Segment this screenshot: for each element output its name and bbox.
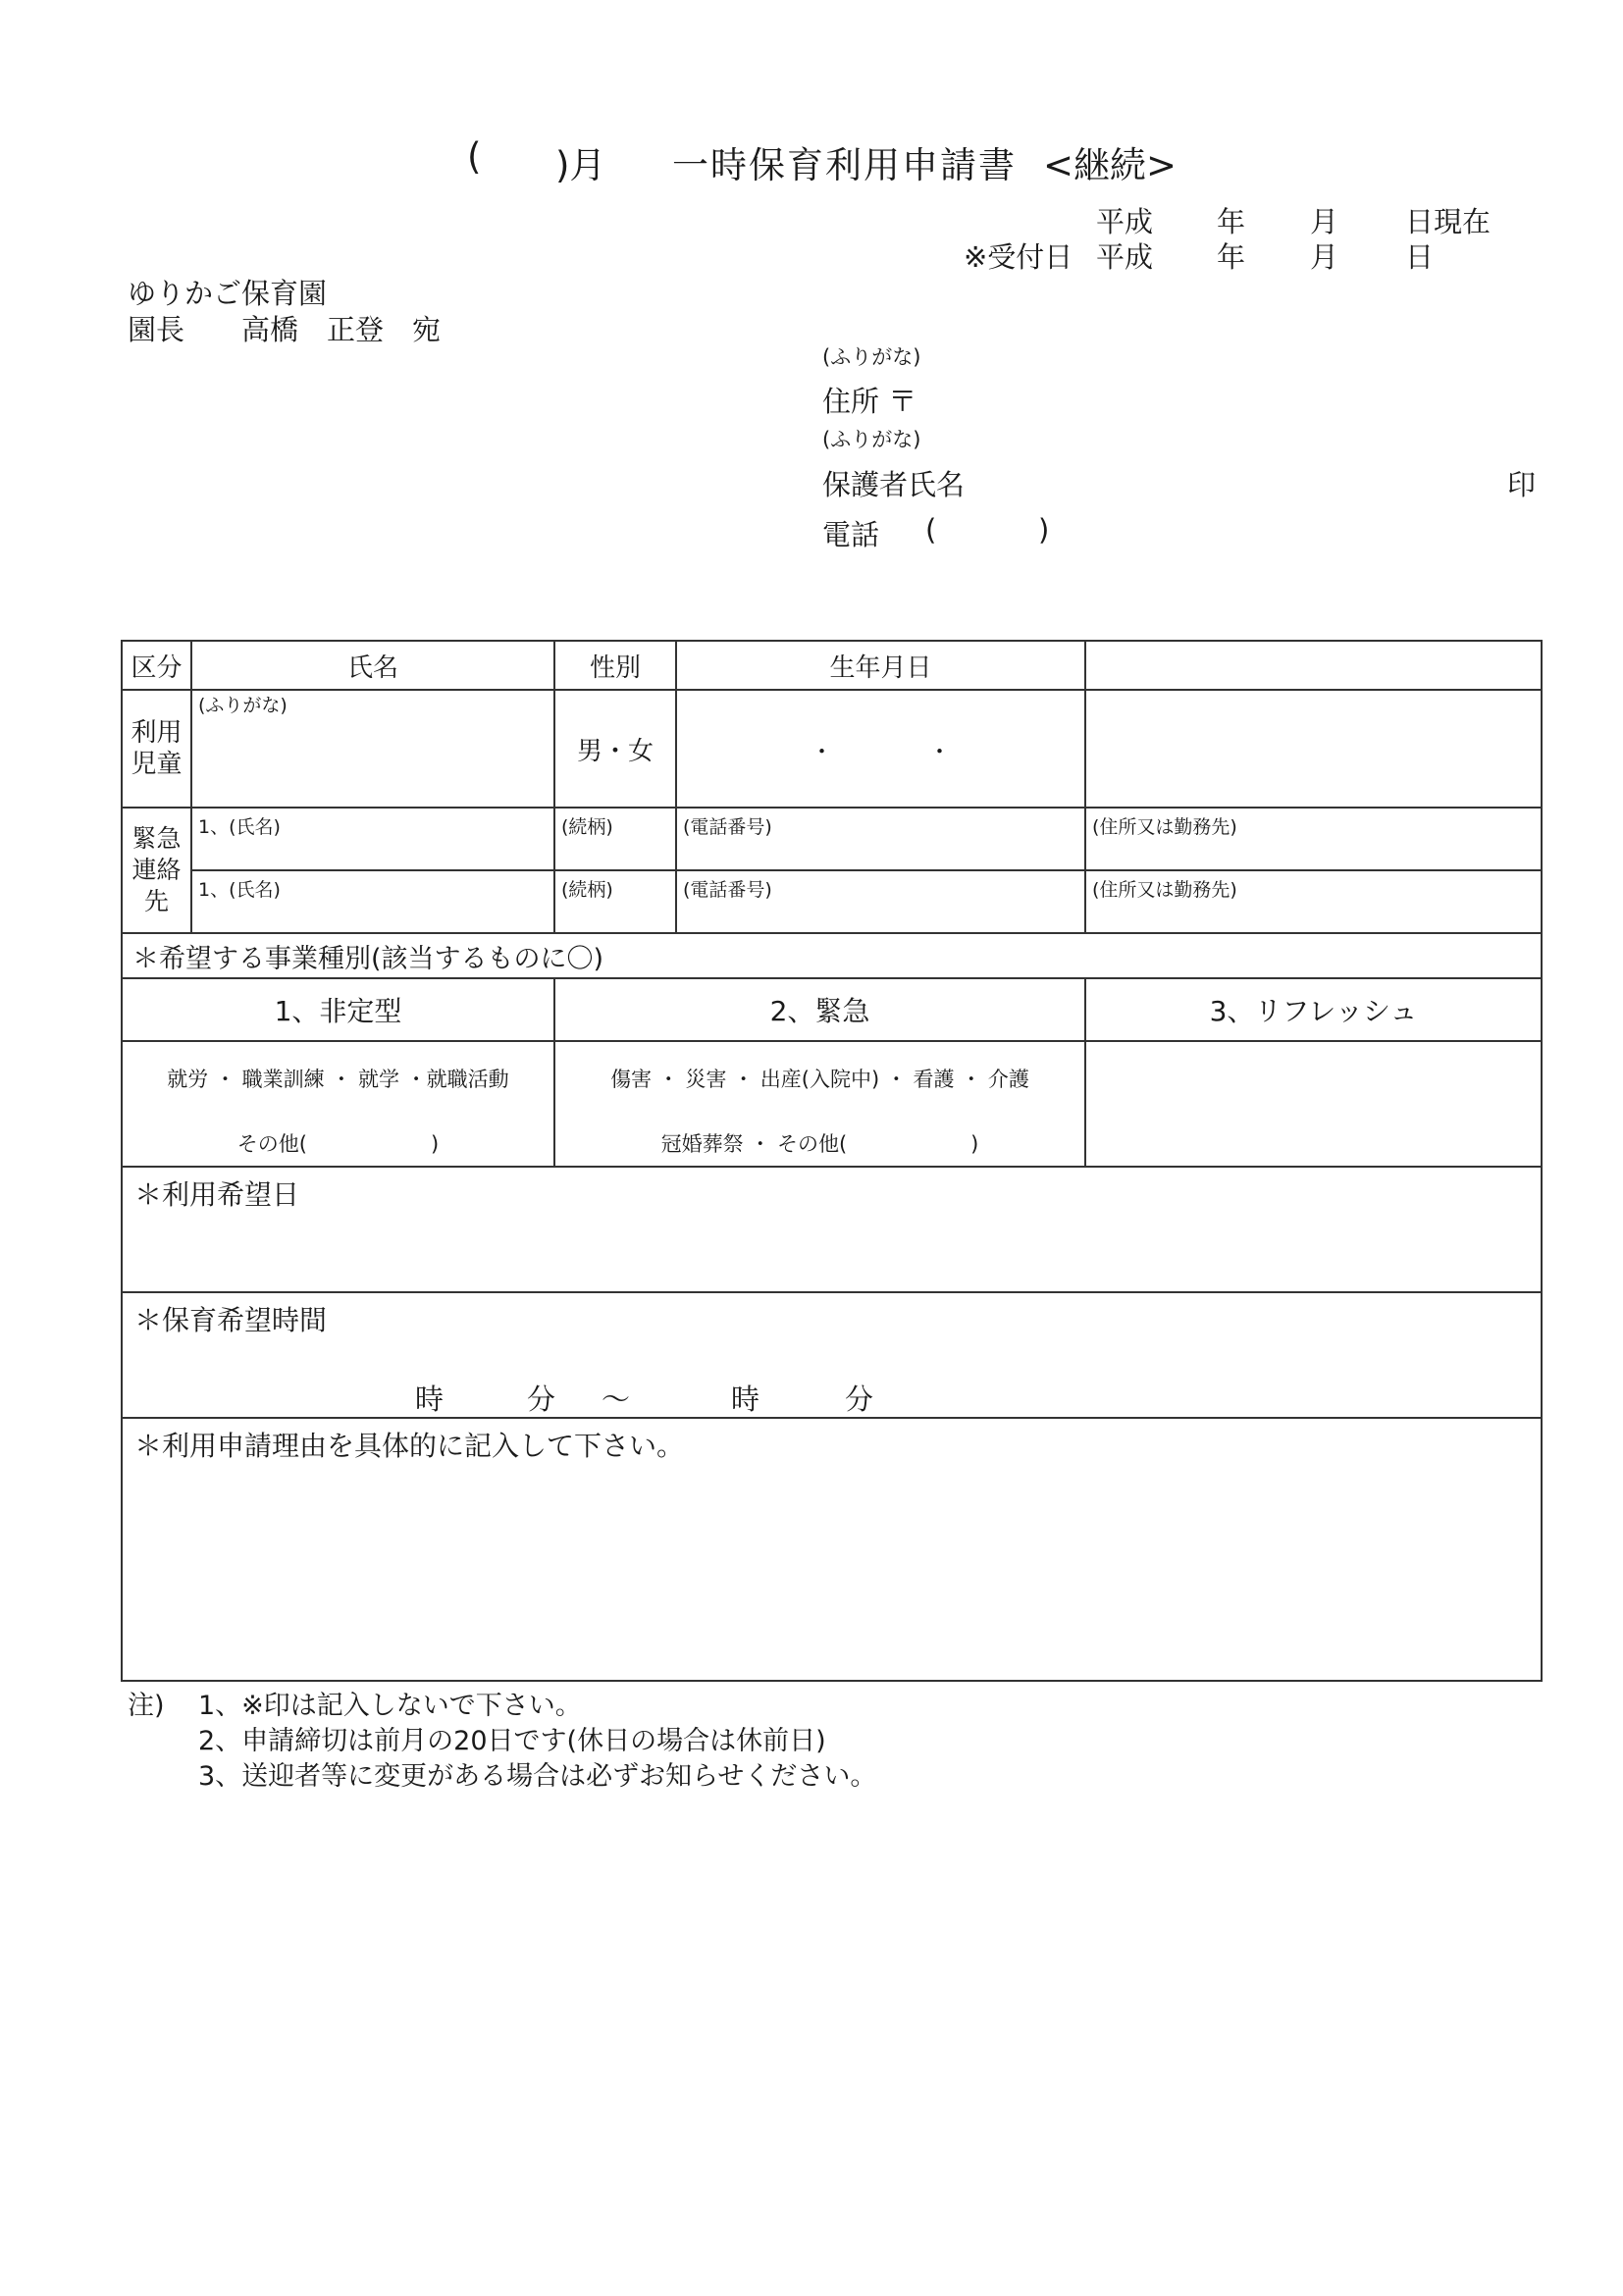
receipt-day: 日 bbox=[1405, 240, 1435, 274]
end-hour-unit: 時 bbox=[731, 1383, 760, 1416]
irregular-options-cell[interactable] bbox=[122, 1041, 554, 1167]
address-label: 住所 〒 bbox=[822, 385, 917, 418]
irregular-options-line2: その他( ) bbox=[236, 1132, 440, 1156]
guardian-name-label: 保護者氏名 bbox=[822, 468, 966, 501]
emergency-options-line2: 冠婚葬祭 ・ その他( ) bbox=[660, 1132, 979, 1156]
emergency-1-address-label: (住所又は勤務先) bbox=[1092, 816, 1237, 838]
gender-options: 男・女 bbox=[576, 736, 654, 766]
nursery-name: ゆりかご保育園 bbox=[128, 277, 328, 310]
reason-title: ＊利用申請理由を具体的に記入して下さい。 bbox=[134, 1430, 685, 1462]
start-hour-unit: 時 bbox=[415, 1383, 445, 1416]
service-type-irregular[interactable]: 1、非定型 bbox=[122, 978, 554, 1041]
service-type-title: ＊希望する事業種別(該当するものに〇) bbox=[132, 943, 604, 974]
receipt-year: 年 bbox=[1217, 240, 1246, 274]
page-title: 一時保育利用申請書 bbox=[672, 144, 1017, 186]
emergency-options-line1: 傷害 ・ 災害 ・ 出産(入院中) ・ 看護 ・ 介護 bbox=[610, 1068, 1029, 1091]
emergency-1-relation-label: (続柄) bbox=[561, 816, 613, 838]
emergency-2-address-cell[interactable] bbox=[1085, 870, 1542, 933]
child-gender-cell[interactable] bbox=[554, 690, 676, 808]
start-minute-unit: 分 bbox=[527, 1383, 556, 1416]
emergency-2-name-cell[interactable] bbox=[191, 870, 554, 933]
emergency-2-relation-cell[interactable] bbox=[554, 870, 676, 933]
header-birthdate: 生年月日 bbox=[676, 641, 1085, 690]
emergency-1-name-label: 1、(氏名) bbox=[198, 816, 281, 838]
emergency-2-phone-cell[interactable] bbox=[676, 870, 1085, 933]
hours-title: ＊保育希望時間 bbox=[134, 1304, 328, 1336]
note-3: 3、送迎者等に変更がある場合は必ずお知らせください。 bbox=[198, 1761, 877, 1792]
seal-mark: 印 bbox=[1507, 468, 1537, 501]
emergency-2-relation-label: (続柄) bbox=[561, 879, 613, 901]
emergency-2-name-label: 1、(氏名) bbox=[198, 879, 281, 901]
title-paren-open: ( bbox=[467, 135, 482, 178]
birthdate-dots: ・ ・ bbox=[810, 737, 952, 765]
child-extra-cell[interactable] bbox=[1085, 690, 1542, 808]
notes-prefix: 注) bbox=[128, 1691, 165, 1721]
end-minute-unit: 分 bbox=[845, 1383, 874, 1416]
principal-name: 園長 高橋 正登 宛 bbox=[128, 313, 442, 346]
phone-paren-close: ) bbox=[1038, 513, 1050, 547]
range-tilde: ～ bbox=[602, 1383, 631, 1416]
emergency-1-name-cell[interactable] bbox=[191, 808, 554, 870]
date-month: 月 bbox=[1310, 205, 1339, 238]
use-date-title: ＊利用希望日 bbox=[134, 1178, 300, 1211]
refresh-options-cell[interactable] bbox=[1085, 1041, 1542, 1167]
title-month: )月 bbox=[555, 144, 606, 186]
child-birthdate-cell[interactable] bbox=[676, 690, 1085, 808]
header-blank bbox=[1085, 641, 1542, 690]
child-furigana-label: (ふりがな) bbox=[198, 695, 288, 716]
emergency-2-address-label: (住所又は勤務先) bbox=[1092, 879, 1237, 901]
date-year: 年 bbox=[1217, 205, 1246, 238]
service-type-title-cell bbox=[122, 933, 1542, 978]
emergency-contact-label: 緊急 連絡 先 bbox=[122, 808, 191, 933]
receipt-era: 平成 bbox=[1096, 240, 1154, 274]
emergency-1-phone-label: (電話番号) bbox=[683, 816, 772, 838]
header-gender: 性別 bbox=[554, 641, 676, 690]
phone-label: 電話 bbox=[822, 518, 880, 551]
irregular-options-line1: 就労 ・ 職業訓練 ・ 就学 ・就職活動 bbox=[167, 1068, 509, 1091]
emergency-options-cell[interactable] bbox=[554, 1041, 1085, 1167]
child-name-cell[interactable] bbox=[191, 690, 554, 808]
date-era: 平成 bbox=[1096, 205, 1154, 238]
phone-paren-open: ( bbox=[925, 513, 937, 547]
title-suffix: <継続> bbox=[1043, 144, 1178, 186]
child-label: 利用 児童 bbox=[122, 690, 191, 808]
emergency-1-address-cell[interactable] bbox=[1085, 808, 1542, 870]
receipt-month: 月 bbox=[1310, 240, 1339, 274]
header-category: 区分 bbox=[122, 641, 191, 690]
emergency-2-phone-label: (電話番号) bbox=[683, 879, 772, 901]
note-1: 1、※印は記入しないで下さい。 bbox=[198, 1691, 582, 1721]
guardian-furigana: (ふりがな) bbox=[822, 428, 921, 451]
service-type-emergency[interactable]: 2、緊急 bbox=[554, 978, 1085, 1041]
reason-cell[interactable] bbox=[122, 1418, 1542, 1681]
header-name: 氏名 bbox=[191, 641, 554, 690]
receipt-label: ※受付日 bbox=[964, 240, 1073, 274]
emergency-1-phone-cell[interactable] bbox=[676, 808, 1085, 870]
date-day-current: 日現在 bbox=[1405, 205, 1492, 238]
emergency-1-relation-cell[interactable] bbox=[554, 808, 676, 870]
service-type-refresh[interactable]: 3、リフレッシュ bbox=[1085, 978, 1542, 1041]
note-2: 2、申請締切は前月の20日です(休日の場合は休前日) bbox=[198, 1726, 826, 1756]
use-date-cell[interactable] bbox=[122, 1167, 1542, 1292]
address-furigana: (ふりがな) bbox=[822, 345, 921, 369]
hours-cell[interactable] bbox=[122, 1292, 1542, 1418]
application-table bbox=[121, 640, 1543, 1682]
